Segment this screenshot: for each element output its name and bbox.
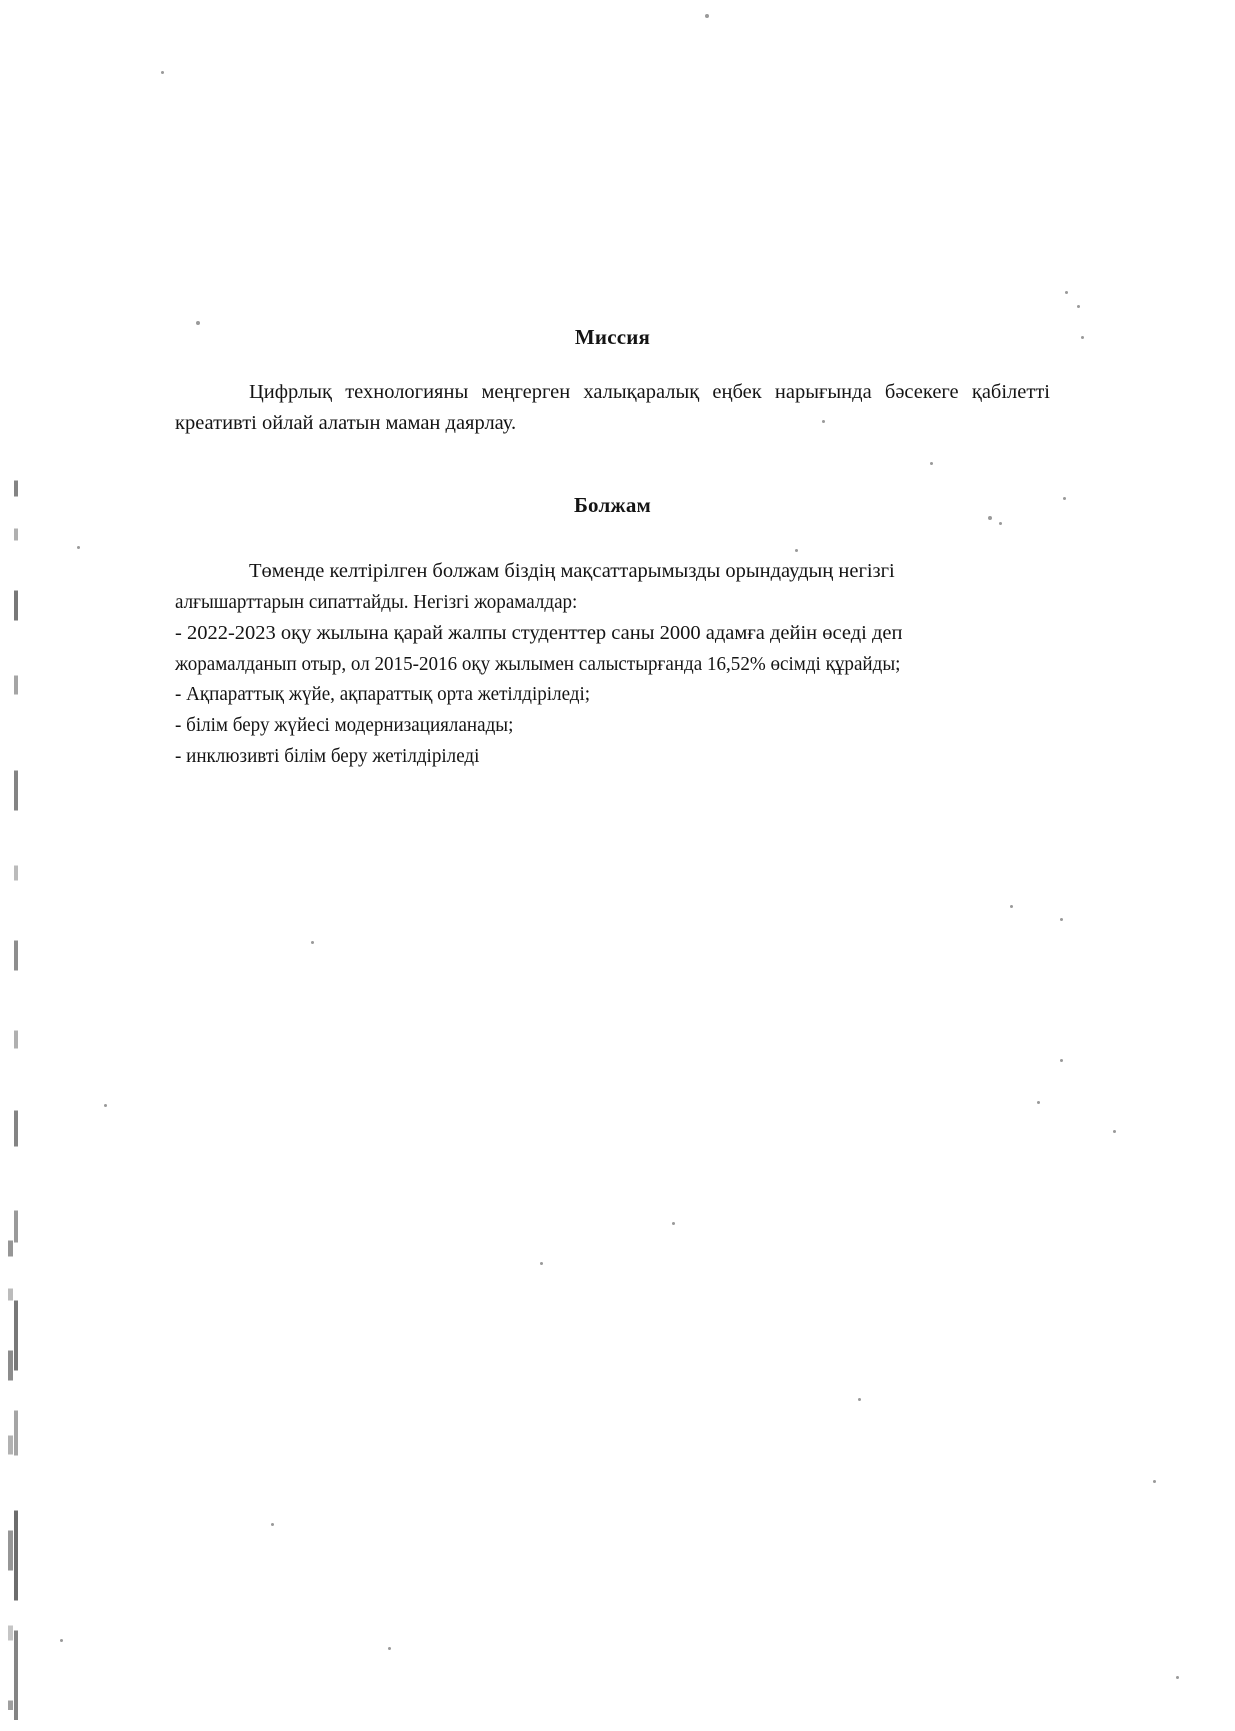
list-item: - инклюзивті білім беру жетілдіріледі bbox=[175, 744, 480, 767]
list-item: - білім беру жүйесі модернизацияланады; bbox=[175, 714, 514, 737]
forecast-heading: Болжам bbox=[573, 493, 652, 518]
mission-heading: Миссия bbox=[574, 325, 651, 349]
scan-streak-artifact bbox=[14, 470, 18, 1720]
document-body bbox=[175, 0, 1050, 772]
mission-paragraph: Цифрлық технологияны меңгерген халықаралық еңбек нарығында бәсекеге қабілетті креативті ойлай алатын маман даярлау. bbox=[175, 381, 1050, 435]
forecast-intro-line-2: алғышарттарын сипаттайды. Негізгі жорамалдар: bbox=[175, 591, 578, 614]
forecast-intro-line-1: Төменде келтірілген болжам біздің мақсаттарымызды орындаудың негізгі bbox=[249, 560, 895, 583]
list-item: жорамалданып отыр, ол 2015-2016 оқу жылымен салыстырғанда 16,52% өсімді құрайды; bbox=[175, 652, 901, 675]
list-item: - Ақпараттық жүйе, ақпараттық орта жетілдіріледі; bbox=[175, 683, 591, 706]
list-item: - 2022-2023 оқу жылына қарай жалпы студенттер саны 2000 адамға дейін өседі деп bbox=[175, 621, 903, 644]
forecast-assumption-list bbox=[175, 618, 1050, 772]
scan-streak-artifact-lower bbox=[8, 1230, 13, 1710]
